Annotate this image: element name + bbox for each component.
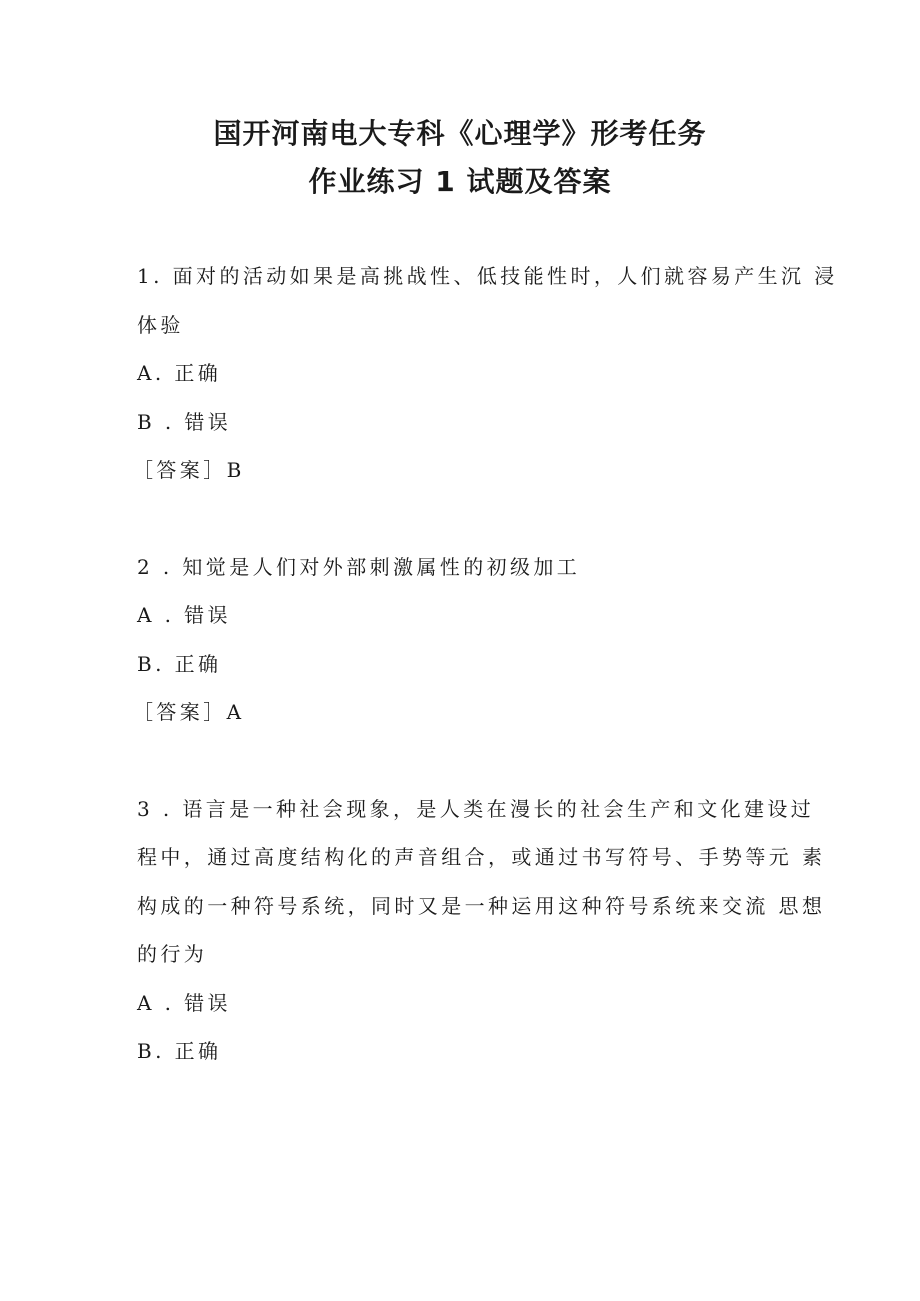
question-1-answer: ［答案］B (133, 458, 245, 482)
question-1-text-line-1: 1. 面对的活动如果是高挑战性、低技能性时，人们就容易产生沉 浸 (137, 264, 838, 288)
question-2-option-a: A . 错误 (137, 603, 231, 627)
question-1-option-b: B . 错误 (137, 410, 232, 434)
question-3-text-line-2: 程中，通过高度结构化的声音组合，或通过书写符号、手势等元 素 (137, 845, 826, 869)
question-3-text-line-1: 3 . 语言是一种社会现象，是人类在漫长的社会生产和文化建设过 (137, 797, 815, 821)
question-2-answer: ［答案］A (133, 700, 245, 724)
question-3-text-line-4: 的行为 (137, 942, 208, 966)
question-2-option-b: B. 正确 (137, 652, 222, 676)
question-3-text-line-3: 构成的一种符号系统，同时又是一种运用这种符号系统来交流 思想 (137, 894, 826, 918)
question-1-option-a: A. 正确 (137, 361, 222, 385)
document-title-line-1: 国开河南电大专科《心理学》形考任务 (213, 117, 707, 150)
document-title-line-2: 作业练习 1 试题及答案 (308, 165, 612, 198)
question-3-option-b: B. 正确 (137, 1039, 222, 1063)
question-3-option-a: A . 错误 (137, 991, 231, 1015)
question-2-text-line-1: 2 . 知觉是人们对外部刺激属性的初级加工 (137, 555, 581, 579)
question-1-text-line-2: 体验 (137, 313, 184, 337)
